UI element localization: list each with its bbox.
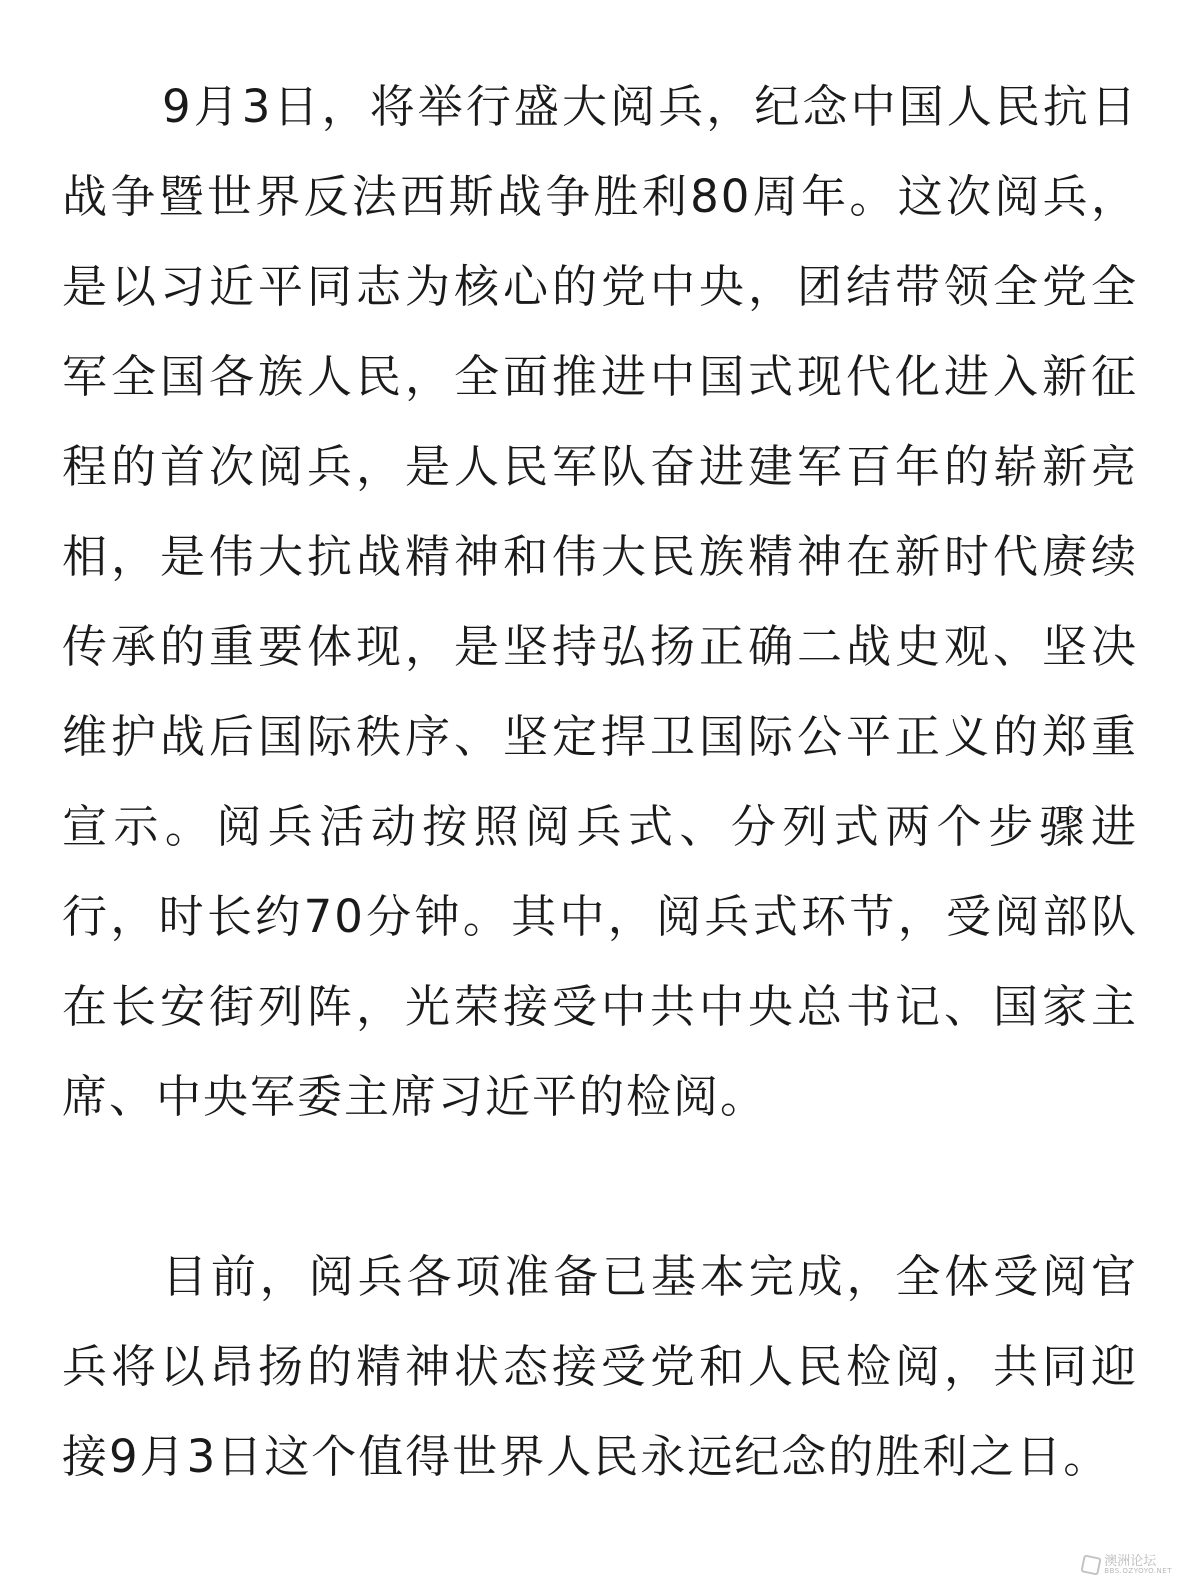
watermark-main-text: 澳洲论坛 [1104,1554,1157,1569]
watermark [1082,1555,1172,1575]
article-body [62,62,1138,1502]
watermark-text [1104,1555,1172,1575]
forum-logo-icon [1081,1554,1102,1575]
paragraph: 目前，阅兵各项准备已基本完成，全体受阅官兵将以昂扬的精神状态接受党和人民检阅，共同迎接9月3日这个值得世界人民永远纪念的胜利之日。 [62,1250,1138,1483]
watermark-sub-text: BBS.OZYOYO.NET [1104,1567,1172,1575]
paragraph: 9月3日，将举行盛大阅兵，纪念中国人民抗日战争暨世界反法西斯战争胜利80周年。这次阅兵，是以习近平同志为核心的党中央，团结带领全党全军全国各族人民，全面推进中国式现代化进入新征程的首次阅兵，是人民军队奋进建军百年的崭新亮相，是伟大抗战精神和伟大民族精神在新时代赓续传承的重要体现，是坚持弘扬正确二战史观、坚决维护战后国际秩序、坚定捍卫国际公平正义的郑重宣示。阅兵活动按照阅兵式、分列式两个步骤进行，时长约70分钟。其中，阅兵式环节，受阅部队在长安街列阵，光荣接受中共中央总书记、国家主席、中央军委主席习近平的检阅。 [62,80,1138,1123]
